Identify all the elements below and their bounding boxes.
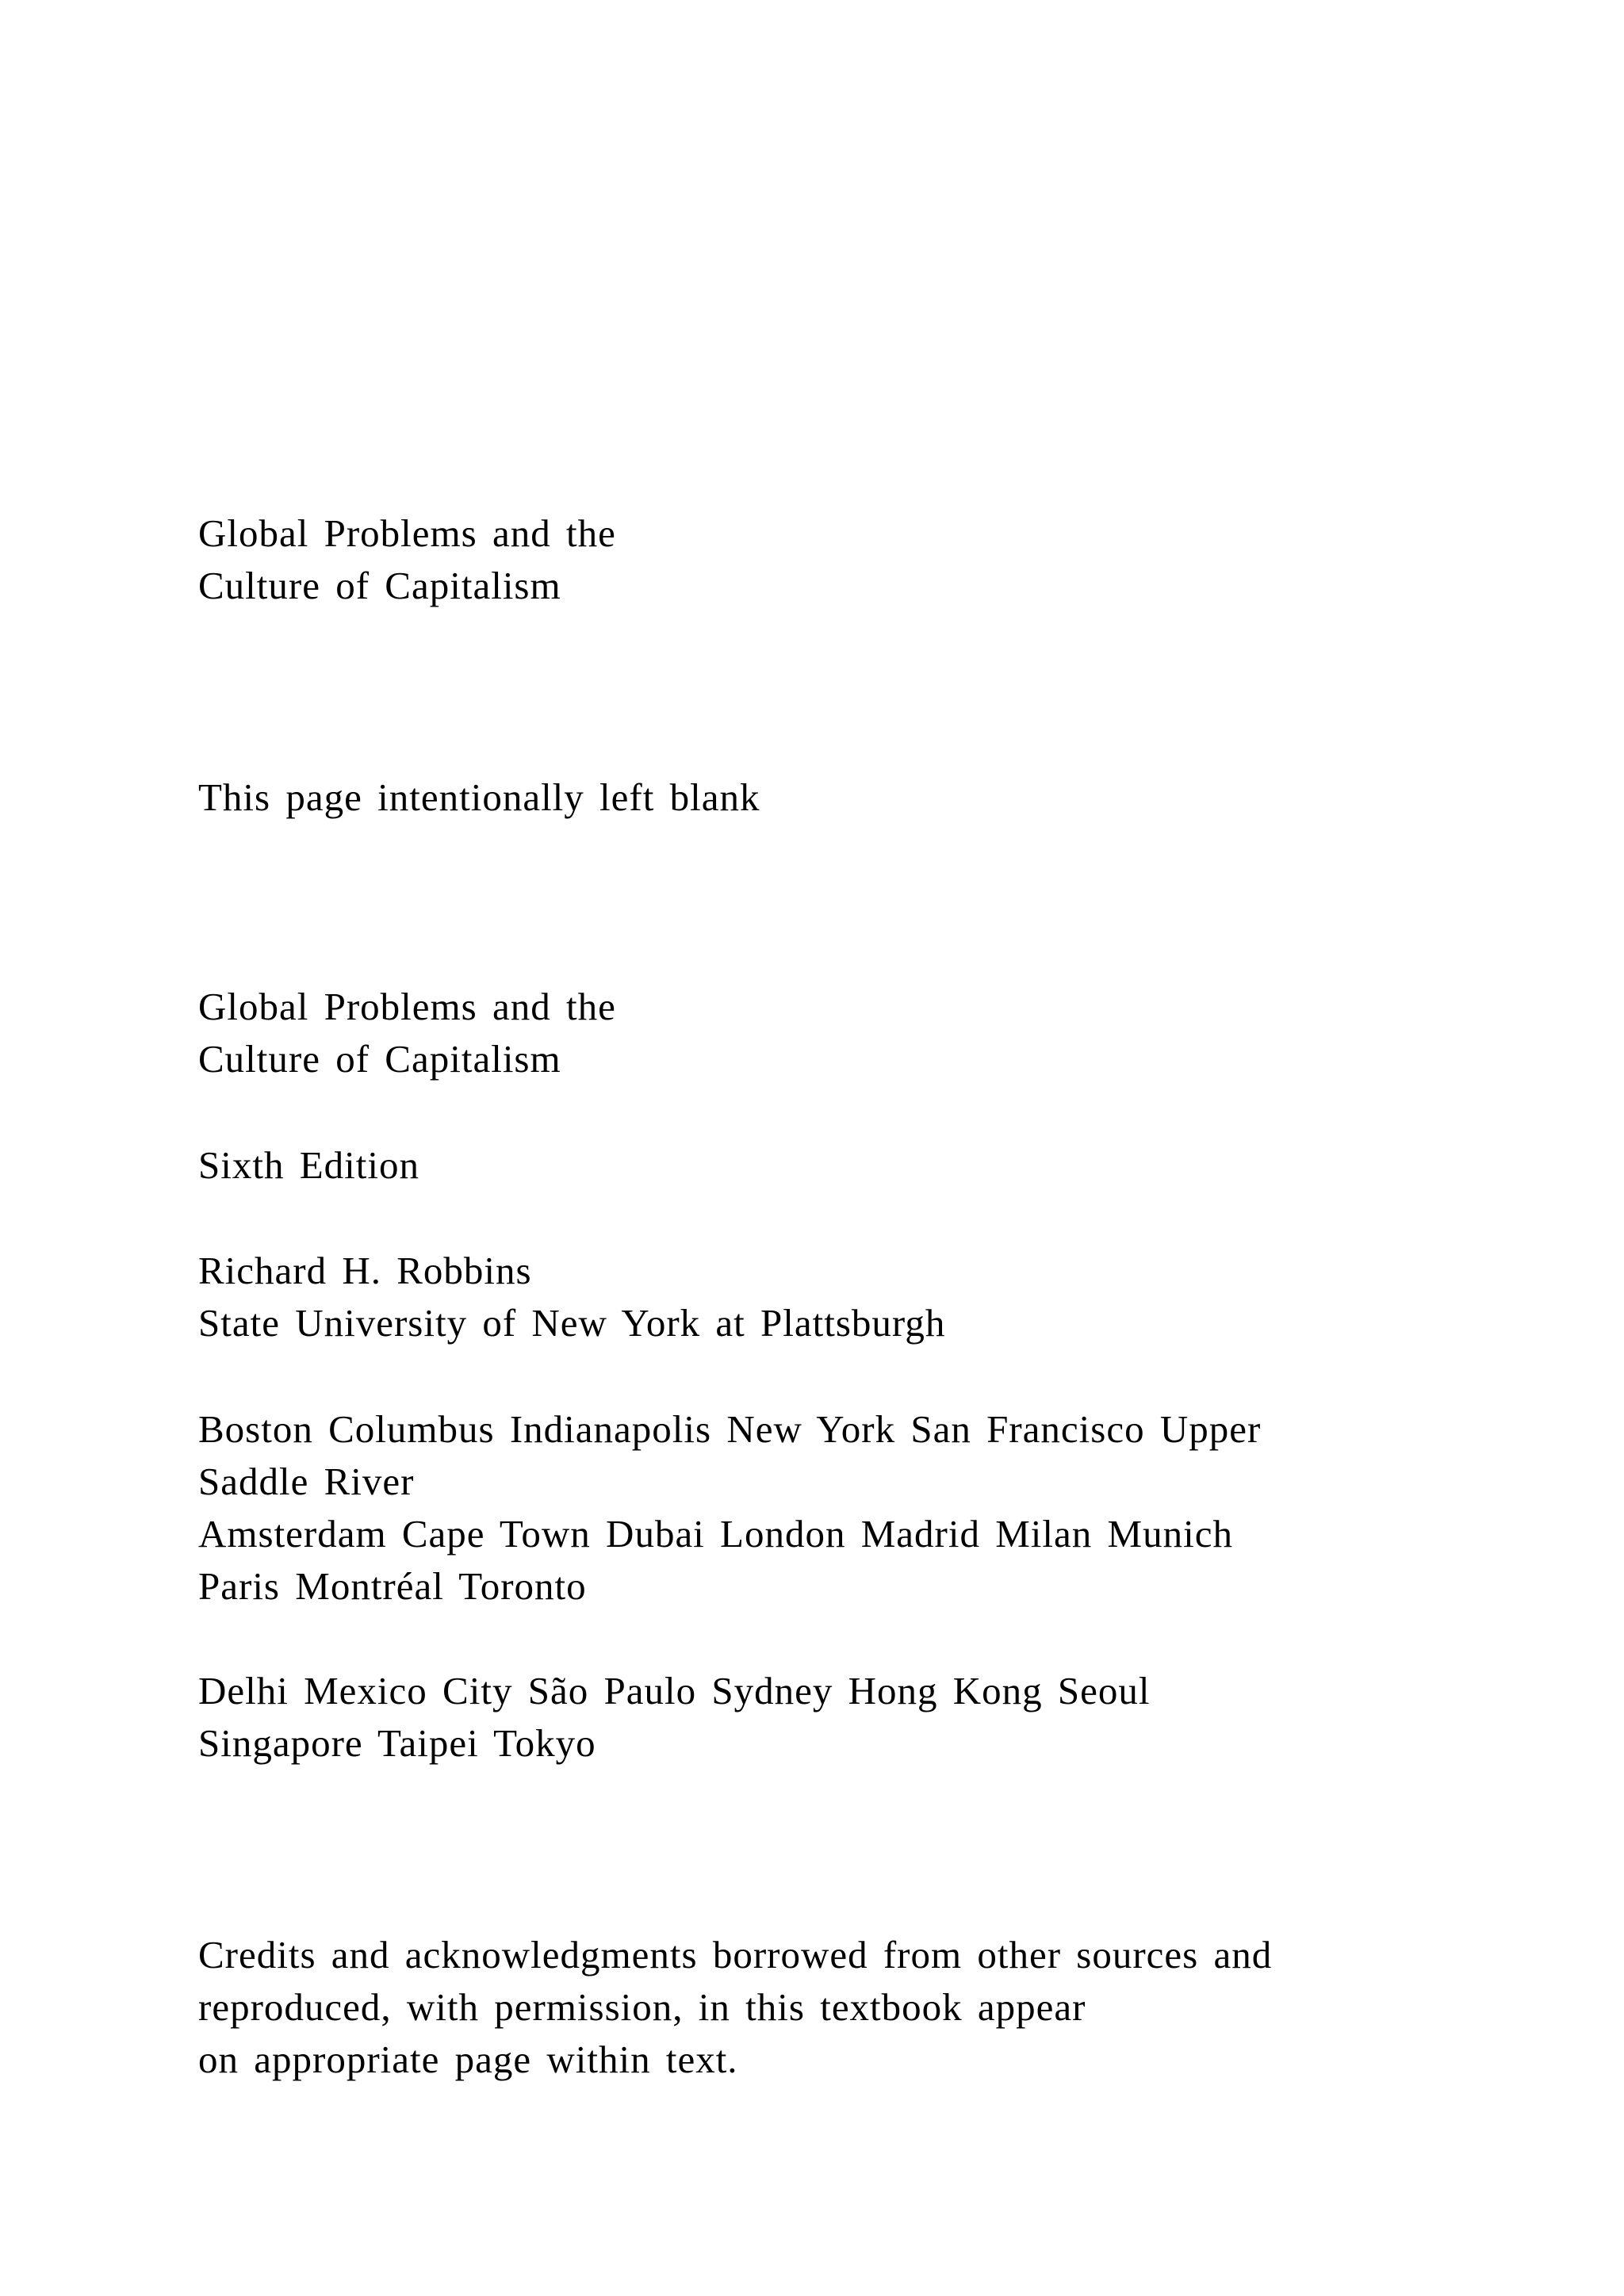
publisher-cities-line-1: Boston Columbus Indianapolis New York San Francisco Upper — [198, 1407, 1262, 1451]
blank-page-notice: This page intentionally left blank — [198, 775, 760, 819]
publisher-cities-line-5: Delhi Mexico City São Paulo Sydney Hong Kong Seoul — [198, 1669, 1151, 1712]
author-affiliation: State University of New York at Plattsburgh — [198, 1301, 946, 1345]
credits-note-line-2: reproduced, with permission, in this textbook appear — [198, 1985, 1086, 2029]
author-name: Richard H. Robbins — [198, 1249, 532, 1292]
edition-label: Sixth Edition — [198, 1143, 420, 1187]
title-page-title-line-2: Culture of Capitalism — [198, 1037, 561, 1081]
publisher-cities-line-3: Amsterdam Cape Town Dubai London Madrid Milan Munich — [198, 1512, 1233, 1556]
title-page-title-line-1: Global Problems and the — [198, 985, 616, 1028]
credits-note-line-3: on appropriate page within text. — [198, 2038, 738, 2081]
publisher-cities-line-2: Saddle River — [198, 1460, 415, 1503]
credits-note-line-1: Credits and acknowledgments borrowed from other sources and — [198, 1933, 1273, 1976]
book-title-line-2: Culture of Capitalism — [198, 564, 561, 607]
publisher-cities-line-6: Singapore Taipei Tokyo — [198, 1721, 596, 1765]
publisher-cities-line-4: Paris Montréal Toronto — [198, 1564, 587, 1608]
book-title-line-1: Global Problems and the — [198, 511, 616, 555]
